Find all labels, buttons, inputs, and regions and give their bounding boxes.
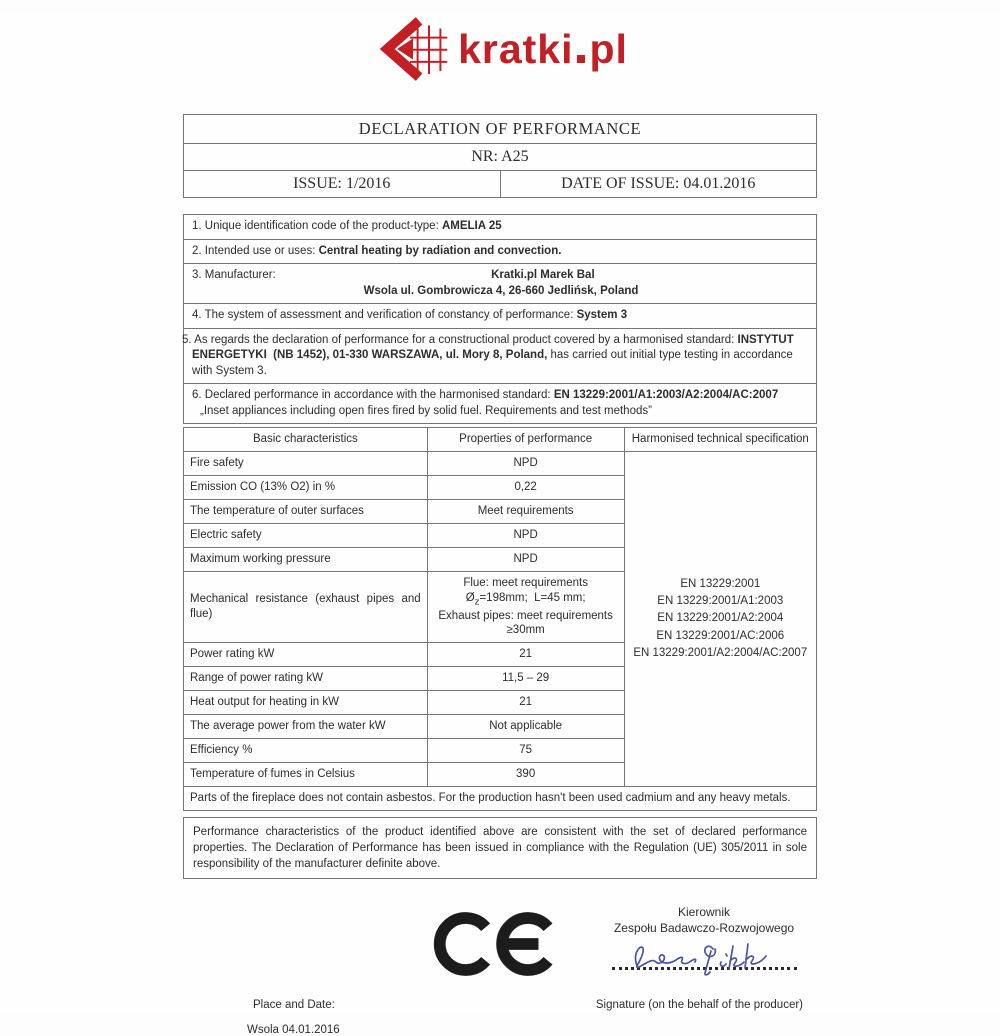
item-4-prefix: 4. The system of assessment and verification of constancy of performance: [192, 309, 577, 322]
place-and-date-label: Place and Date: [253, 999, 335, 1012]
item-intended-use [184, 239, 817, 264]
mech-line-3: Exhaust pipes: meet requirements [438, 609, 613, 622]
item-6-value: EN 13229:2001/A1:2003/A2:2004/AC:2007 [553, 389, 779, 402]
col-harmonised-spec: Harmonised technical specification [624, 428, 816, 452]
item-6-standard-title: „Inset appliances including open fires fired by solid fuel. Requirements and test methods” [200, 404, 652, 417]
item-avcp-system [184, 304, 817, 329]
kratki-grate-icon [372, 14, 448, 84]
item-5-value: INSTYTUT ENERGETYKI (NB 1452), 01-330 WARSZAWA, ul. Mory 8, Poland, [192, 333, 794, 362]
spec-line: EN 13229:2001/AC:2006 [656, 629, 785, 642]
table-row: Temperature of fumes in Celsius 390 [184, 763, 817, 787]
manufacturer-address: Wsola ul. Gombrowicza 4, 26-660 Jedlińsk, Poland [363, 284, 639, 297]
kratki-logo [183, 14, 817, 84]
col-basic-characteristics: Basic characteristics [184, 428, 428, 452]
item-3-prefix: 3. Manufacturer: [192, 269, 276, 282]
item-notified-body [184, 328, 817, 384]
table-row: Electric safety NPD [184, 523, 817, 547]
item-6-prefix: 6. Declared performance in accordance with the harmonised standard: [192, 389, 554, 402]
performance-table [183, 427, 817, 811]
approver-role-line-2: Zespołu Badawczo-Rozwojowego [613, 920, 795, 935]
item-5-suffix: has carried out initial type testing in accordance with System 3. [192, 349, 793, 377]
item-2-prefix: 2. Intended use or uses: [192, 244, 319, 257]
mech-line-1: Flue: meet requirements [463, 576, 588, 589]
mech-line-2: $Ø_z=198mm$; L=45 mm; [465, 591, 586, 608]
logo-text-main: kratki [458, 25, 574, 72]
table-row: Heat output for heating in kW 21 [184, 691, 817, 715]
item-1-value: AMELIA 25 [441, 220, 502, 232]
approver-role-line-1: Kierownik [677, 905, 731, 920]
table-row: Efficiency % 75 [184, 739, 817, 763]
kratki-logo-text [458, 25, 628, 72]
handwritten-signature [591, 938, 817, 976]
asbestos-note: Parts of the fireplace does not contain asbestos. For the production hasn't been used cadmium and any heavy metals. [184, 787, 817, 811]
table-row: Emission CO (13% O2) in % 0,22 [184, 476, 817, 500]
performance-table-header-row [184, 428, 817, 452]
spec-line: EN 13229:2001/A2:2004 [657, 612, 784, 625]
producer-signature-label: Signature (on the behalf of the producer) [595, 999, 803, 1012]
item-5-prefix: 5. As regards the declaration of performance for a constructional product covered by a harmonised standard: [182, 333, 738, 346]
table-row: Fire safety NPD EN 13229:2001 EN 13229:2001/A1:2003 EN 13229:2001/A2:2004 EN 13229:2001/AC:2006 EN 13229:2001/A2:2004/AC:2007 [184, 452, 817, 476]
logo-dot [577, 55, 585, 63]
header-table [183, 114, 817, 198]
compliance-paragraph: Performance characteristics of the product identified above are consistent with the set of declared performance properties. The Declaration of Performance has been issued in compliance with the Regulation (UE) 305/2011 in sole responsibility of the manufacturer definite above. [183, 817, 817, 879]
spec-line: EN 13229:2001/A1:2003 [657, 595, 784, 608]
table-row: Range of power rating kW 11,5 – 29 [184, 667, 817, 691]
approver-block [591, 905, 817, 970]
table-row: Power rating kW 21 [184, 643, 817, 667]
mechanical-resistance-value [427, 571, 624, 643]
footer-labels-row [183, 999, 817, 1011]
item-declared-performance [184, 384, 817, 424]
item-product-type [184, 215, 817, 240]
table-footer-note-row [184, 787, 817, 811]
table-row-mechanical-resistance: Mechanical resistance (exhaust pipes and flue) Flue: meet requirements $Ø_z=198mm$; L=45 mm; Exhaust pipes: meet requirements ≥30mm [184, 571, 817, 643]
place-and-date-value: Wsola 04.01.2016 [247, 1024, 340, 1036]
handwritten-signature-strokes [629, 938, 779, 978]
item-1-prefix: 1. Unique identification code of the product-type: [192, 220, 442, 232]
table-row: Maximum working pressure NPD [184, 547, 817, 571]
date-of-issue-cell: DATE OF ISSUE: 04.01.2016 [500, 171, 817, 198]
declaration-items-table [183, 214, 817, 424]
document-title: DECLARATION OF PERFORMANCE [184, 115, 817, 144]
document-number: NR: A25 [184, 144, 817, 171]
manufacturer-name: Kratki.pl Marek Bal [491, 269, 595, 282]
spec-line: EN 13229:2001 [680, 577, 761, 590]
item-manufacturer [184, 264, 817, 304]
document-page [0, 14, 1000, 1036]
col-properties: Properties of performance [427, 428, 624, 452]
mech-line-4: ≥30mm [506, 624, 545, 637]
ce-signature-row [183, 905, 817, 979]
ce-mark-icon [431, 909, 561, 979]
spec-line: EN 13229:2001/A2:2004/AC:2007 [633, 646, 808, 659]
logo-text-suffix: pl [589, 25, 628, 72]
item-2-value: Central heating by radiation and convection. [318, 244, 562, 257]
harmonised-spec-cell [624, 452, 816, 787]
item-4-value: System 3 [576, 309, 628, 322]
table-row: The average power from the water kW Not applicable [184, 715, 817, 739]
table-row: The temperature of outer surfaces Meet requirements [184, 500, 817, 524]
issue-cell: ISSUE: 1/2016 [184, 171, 501, 198]
